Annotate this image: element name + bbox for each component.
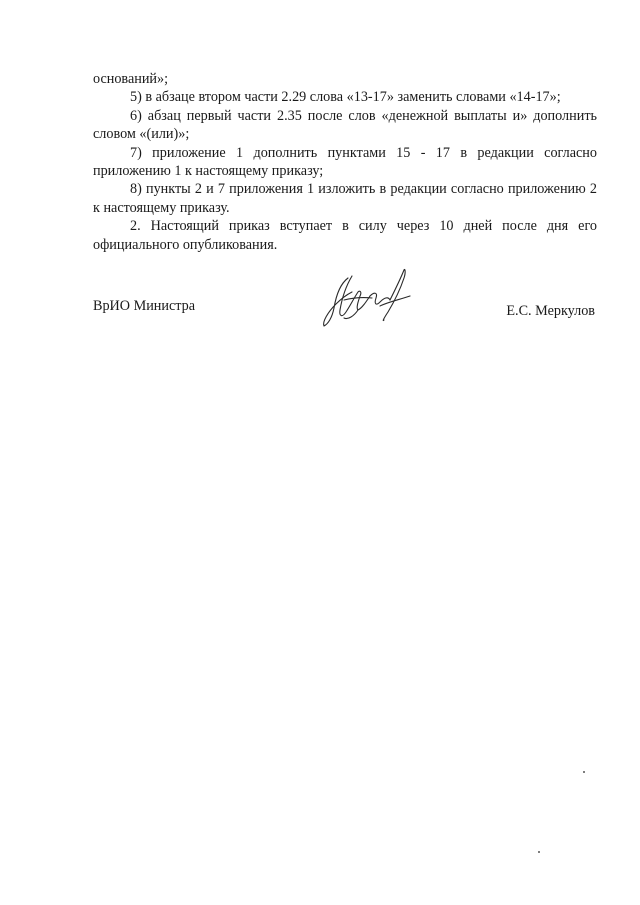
signer-name: Е.С. Меркулов: [506, 303, 595, 319]
document-body: [93, 70, 597, 254]
handwritten-signature: [318, 262, 418, 332]
signer-title: ВрИО Министра: [93, 298, 196, 314]
paragraph-continuation: оснований»;: [93, 71, 169, 87]
scan-speck: [583, 771, 585, 773]
scan-speck: [538, 851, 540, 853]
paragraph-item-7: 7) приложение 1 дополнить пунктами 15 - 17 в редакции согласно приложению 1 к настоящему приказу;: [93, 144, 597, 180]
paragraph-item-8: 8) пункты 2 и 7 приложения 1 изложить в редакции согласно приложению 2 к настоящему приказу.: [93, 181, 597, 216]
paragraph-item-5: 5) в абзаце втором части 2.29 слова «13-17» заменить словами «14-17»;: [130, 89, 561, 106]
paragraph-item-6: 6) абзац первый части 2.35 после слов «денежной выплаты и» дополнить словом «(или)»;: [93, 107, 597, 143]
paragraph-effective-date: 2. Настоящий приказ вступает в силу через 10 дней после дня его официального опубликования.: [93, 218, 597, 253]
